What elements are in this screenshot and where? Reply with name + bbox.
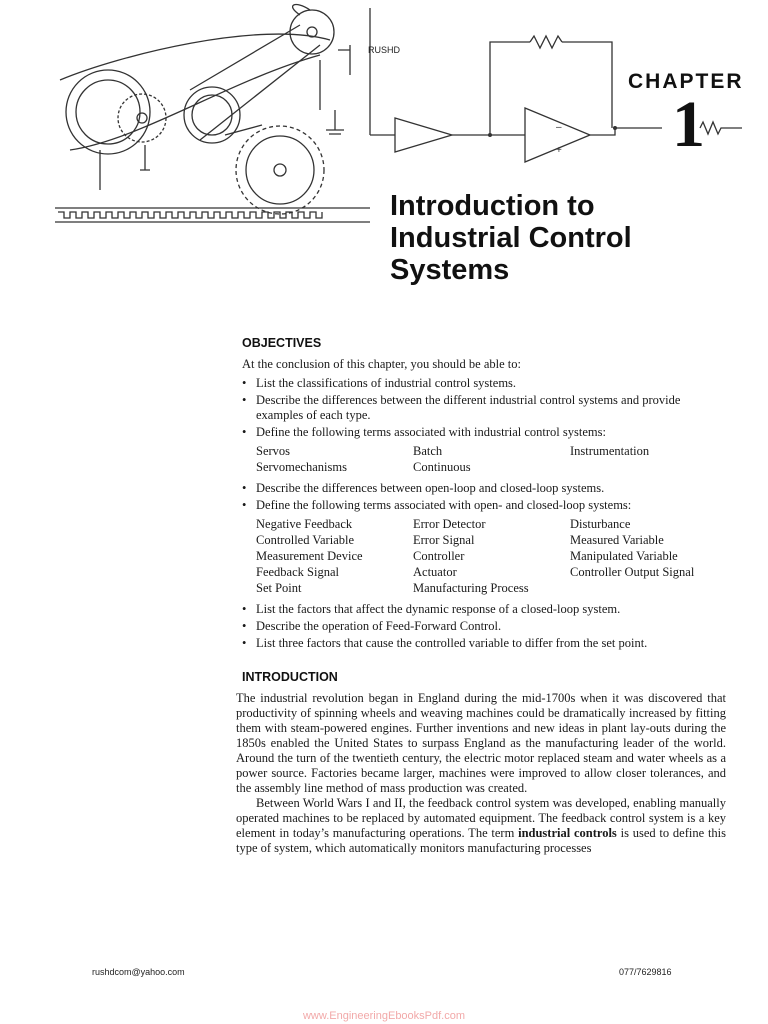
term: Feedback Signal [256, 565, 339, 579]
chapter-number: 1 [672, 88, 705, 161]
term: Continuous [413, 460, 471, 474]
gear-icon [236, 126, 324, 214]
objectives-list [236, 481, 726, 513]
chapter-label: CHAPTER [628, 70, 744, 93]
term: Error Signal [413, 533, 475, 547]
paragraph-text: is used to define this type of system, which automatically monitors manufacturing processes [236, 826, 727, 855]
objective-item: • Define the following terms associated with open- and closed-loop systems: [236, 498, 726, 513]
term: Disturbance [570, 517, 631, 531]
term: Error Detector [413, 517, 486, 531]
title-line: Systems [390, 254, 510, 286]
resistor-icon [700, 122, 742, 134]
paragraph-text: Between World Wars I and II, the feedback control system was developed, enabling manually operated machines to be replaced by automated equipment. The feedback control system is a key element in today’s manufacturing operations. The term [236, 796, 726, 840]
objectives-heading: OBJECTIVES [242, 336, 322, 350]
term: Actuator [413, 565, 457, 579]
term: Set Point [256, 581, 302, 595]
objective-item: • Define the following terms associated with industrial control systems: [236, 425, 726, 440]
objectives-list [236, 376, 726, 440]
chapter-title [390, 190, 750, 286]
rushd-stamp: RUSHD [368, 45, 401, 55]
plus-sign: + [556, 145, 562, 156]
introduction-section [236, 670, 726, 856]
term: Manufacturing Process [413, 581, 529, 595]
objective-item: • List three factors that cause the controlled variable to differ from the set point. [236, 636, 726, 651]
objectives-section [236, 336, 726, 651]
term: Instrumentation [570, 444, 650, 458]
term: Manipulated Variable [570, 549, 678, 563]
objective-item: • Describe the differences between open-loop and closed-loop systems. [236, 481, 726, 496]
term: Measurement Device [256, 549, 363, 563]
resistor-icon [530, 36, 562, 48]
title-line: Introduction to [390, 190, 595, 222]
minus-sign: – [556, 122, 562, 133]
terms-grid [256, 444, 726, 475]
title-line: Industrial Control [390, 222, 632, 254]
body-paragraph [236, 796, 726, 856]
footer-phone: 077/7629816 [619, 967, 672, 977]
term [570, 460, 730, 475]
terms-grid [256, 517, 726, 596]
objective-item: • List the factors that affect the dynamic response of a closed-loop system. [236, 602, 726, 617]
amplifier-icon [395, 118, 452, 152]
term: Negative Feedback [256, 517, 353, 531]
term [570, 581, 730, 596]
objective-item: • Describe the differences between the different industrial control systems and provide examples of each type. [236, 393, 726, 423]
chapter-content [236, 336, 726, 856]
term: Servos [256, 444, 291, 458]
introduction-heading: INTRODUCTION [242, 670, 338, 684]
watermark-link[interactable]: www.EngineeringEbooksPdf.com [302, 1010, 466, 1022]
term: Servomechanisms [256, 460, 347, 474]
objective-item: • Describe the operation of Feed-Forward Control. [236, 619, 726, 634]
term: Batch [413, 444, 443, 458]
objective-item: • List the classifications of industrial control systems. [236, 376, 726, 391]
term: Controller Output Signal [570, 565, 695, 579]
objectives-list [236, 602, 726, 651]
bold-term: industrial controls [518, 826, 617, 840]
body-paragraph: The industrial revolution began in England during the mid-1700s when it was discovered that productivity of spinning wheels and weaving machines could be dramatically increased by fitting them with steam-powered engines. Further inventions and new ideas in plant lay-outs during the 1850s enabled the United States to surpass England as the manufacturing leader of the world. Around the turn of the twentieth century, the electric motor replaced steam and water wheels as a power source. Factories became larger, machines were improved to allow closer tolerances, and the assembly line method of mass production was created. [236, 691, 726, 795]
term: Controller [413, 549, 465, 563]
objectives-lead: At the conclusion of this chapter, you should be able to: [242, 357, 521, 371]
footer-email: rushdcom@yahoo.com [92, 967, 185, 977]
term: Measured Variable [570, 533, 664, 547]
term: Controlled Variable [256, 533, 355, 547]
